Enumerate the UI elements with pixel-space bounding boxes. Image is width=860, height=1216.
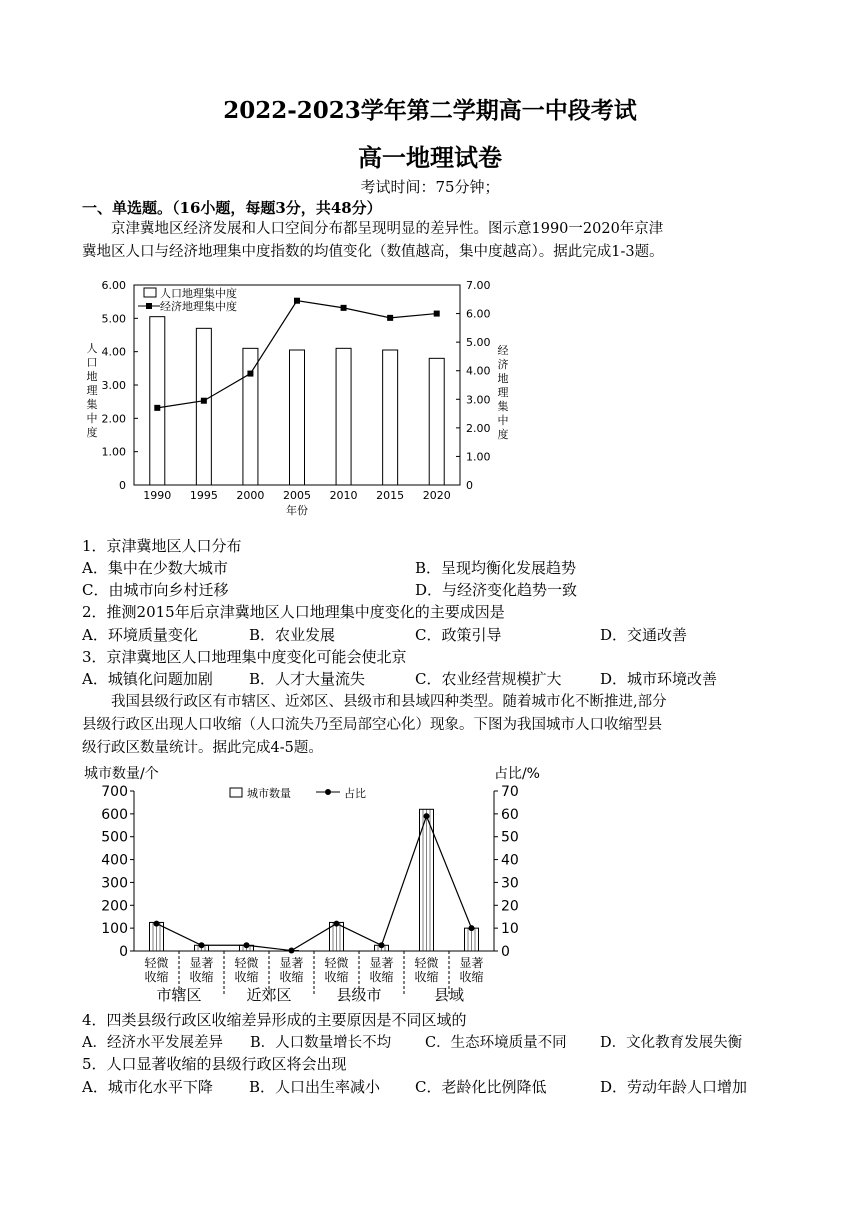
bar	[150, 317, 165, 485]
line-point	[294, 298, 300, 304]
question-stem: 5．人口显著收缩的县级行政区将会出现	[82, 1055, 347, 1073]
y-tick-label: 300	[101, 875, 128, 892]
line-point	[424, 813, 430, 819]
line-point	[201, 398, 207, 404]
option-a: A．集中在少数大城市	[82, 559, 228, 577]
intro-4-5-line: 县级行政区出现人口收缩（人口流失乃至局部空心化）现象。下图为我国城市人口收缩型县	[82, 717, 662, 733]
intro-4-5	[82, 691, 782, 760]
line-point	[199, 942, 205, 948]
line-point	[247, 371, 253, 377]
legend-label: 占比	[344, 787, 366, 800]
x-tick-label: 2000	[236, 489, 265, 502]
x-tick-label: 收缩	[144, 970, 169, 984]
y-tick-label: 700	[101, 784, 128, 800]
legend-marker	[325, 789, 331, 795]
option-b: B．人口出生率减小	[249, 1078, 381, 1096]
y-tick-label: 100	[101, 921, 128, 938]
group-label: 县域	[433, 986, 465, 1004]
intro-1-3-line: 冀地区人口与经济地理集中度指数的均值变化（数值越高，集中度越高）。据此完成1-3题。	[82, 244, 664, 260]
x-tick-label: 收缩	[189, 970, 214, 984]
question-stem: 2．推测2015年后京津冀地区人口地理集中度变化的主要成因是	[82, 603, 505, 621]
line-point	[387, 315, 393, 321]
y2-axis-label: 度	[497, 428, 509, 441]
legend-label: 经济地理集中度	[160, 300, 237, 313]
y-axis-label: 度	[86, 426, 98, 439]
x-tick-label: 1995	[189, 489, 218, 502]
option-c: C．由城市向乡村迁移	[82, 581, 229, 599]
question-stem: 4．四类县级行政区收缩差异形成的主要原因是不同区域的	[82, 1011, 467, 1029]
y2-tick-label: 6.00	[466, 307, 491, 321]
y-tick-label: 0	[119, 944, 128, 960]
y2-axis-label: 集	[497, 400, 509, 413]
y-axis-label: 中	[86, 412, 98, 425]
legend-swatch-bar	[144, 288, 156, 297]
y2-tick-label: 60	[501, 806, 519, 823]
line-point	[289, 948, 295, 954]
legend-label: 城市数量	[247, 787, 291, 800]
question-5-options	[82, 1076, 782, 1098]
intro-4-5-line: 我国县级行政区有市辖区、近郊区、县级市和县域四种类型。随着城市化不断推进,部分	[111, 694, 667, 710]
option-a: A．环境质量变化	[82, 626, 198, 644]
y2-tick-label: 0	[466, 479, 473, 492]
line-point	[469, 925, 475, 931]
y2-axis-label: 理	[497, 386, 509, 399]
bar	[243, 348, 258, 485]
x-tick-label: 显著	[189, 956, 214, 970]
intro-4-5-line: 级行政区数量统计。据此完成4-5题。	[82, 740, 323, 756]
line-point	[334, 921, 340, 927]
y2-tick-label: 7.00	[466, 279, 491, 292]
x-tick-label: 显著	[369, 956, 394, 970]
y2-tick-label: 2.00	[466, 421, 491, 435]
question-2	[82, 601, 505, 622]
x-tick-label: 轻微	[234, 956, 259, 970]
y2-axis-label: 地	[497, 372, 509, 385]
option-a: A．城镇化问题加剧	[82, 670, 213, 688]
y-tick-label: 400	[101, 852, 128, 869]
y2-tick-label: 1.00	[466, 450, 491, 464]
line-point	[154, 405, 160, 411]
bar	[196, 328, 211, 485]
x-tick-label: 显著	[279, 956, 304, 970]
option-c: C．生态环境质量不同	[425, 1035, 567, 1051]
y-tick-label: 5.00	[101, 312, 126, 326]
line-point	[244, 942, 250, 948]
y-axis-label: 城市数量/个	[84, 766, 159, 782]
option-a: A．经济水平发展差异	[82, 1035, 223, 1051]
y2-tick-label: 50	[501, 829, 519, 846]
y-tick-label: 200	[101, 898, 128, 915]
x-tick-label: 收缩	[279, 970, 304, 984]
y2-tick-label: 30	[501, 875, 519, 892]
x-tick-label: 轻微	[414, 956, 439, 970]
option-b: B．人才大量流失	[249, 670, 366, 688]
y-tick-label: 0	[119, 479, 126, 492]
legend-marker	[146, 303, 152, 309]
y2-axis-label: 占比/%	[493, 766, 540, 782]
y-tick-label: 3.00	[101, 379, 126, 392]
question-3-options	[82, 668, 782, 690]
y-axis-label: 人	[86, 342, 98, 355]
question-5	[82, 1053, 347, 1074]
chart-concentration	[82, 272, 509, 522]
group-label: 近郊区	[246, 986, 292, 1004]
x-tick-label: 收缩	[324, 970, 349, 984]
line-point	[379, 942, 385, 948]
line-point	[154, 921, 160, 927]
x-tick-label: 轻微	[144, 956, 169, 970]
x-tick-label: 收缩	[369, 970, 394, 984]
y-axis-label: 理	[86, 384, 98, 397]
y-tick-label: 1.00	[101, 445, 126, 459]
question-stem: 3．京津冀地区人口地理集中度变化可能会使北京	[82, 648, 407, 666]
option-b: B．呈现均衡化发展趋势	[415, 559, 577, 577]
y2-tick-label: 70	[501, 784, 519, 800]
y2-axis-label: 济	[497, 358, 509, 371]
bar	[290, 350, 305, 485]
bar	[383, 350, 398, 485]
question-1-options	[82, 557, 782, 601]
option-d: D．文化教育发展失衡	[600, 1035, 743, 1051]
question-4	[82, 1009, 467, 1030]
exam-title: 2022-2023学年第二学期高一中段考试	[223, 97, 637, 124]
y2-tick-label: 20	[501, 898, 519, 915]
question-4-options	[82, 1031, 782, 1053]
option-d: D．劳动年龄人口增加	[600, 1078, 748, 1096]
y2-tick-label: 4.00	[466, 364, 491, 378]
y-axis-label: 口	[86, 356, 98, 369]
question-1	[82, 535, 242, 556]
x-tick-label: 2015	[376, 489, 405, 502]
option-d: D．城市环境改善	[600, 670, 718, 688]
option-c: C．农业经营规模扩大	[415, 670, 562, 688]
chart-shrinkage	[82, 760, 542, 1008]
x-tick-label: 显著	[459, 956, 484, 970]
exam-subtitle: 高一地理试卷	[358, 143, 502, 172]
x-tick-label: 2005	[283, 489, 311, 502]
option-d: D．与经济变化趋势一致	[415, 581, 578, 599]
x-tick-label: 2010	[329, 489, 358, 502]
question-3	[82, 646, 407, 667]
group-label: 县级市	[336, 986, 382, 1004]
bar	[429, 358, 444, 485]
y-tick-label: 500	[101, 829, 128, 846]
y2-tick-label: 3.00	[466, 393, 491, 407]
x-tick-label: 2020	[422, 489, 451, 502]
exam-time: 考试时间：75分钟；	[360, 178, 500, 196]
y2-tick-label: 0	[501, 944, 510, 960]
y2-tick-label: 5.00	[466, 336, 491, 350]
legend-label: 人口地理集中度	[160, 287, 237, 300]
y-tick-label: 600	[101, 806, 128, 823]
line-point	[434, 311, 440, 317]
intro-1-3-line: 京津冀地区经济发展和人口空间分布都呈现明显的差异性。图示意1990一2020年京津	[111, 221, 664, 237]
legend-swatch-bar	[230, 788, 242, 797]
question-stem: 1．京津冀地区人口分布	[82, 537, 242, 555]
y-axis-label: 地	[86, 370, 98, 383]
option-b: B．人口数量增长不均	[250, 1035, 392, 1051]
question-2-options	[82, 624, 782, 646]
intro-1-3	[82, 218, 782, 264]
x-tick-label: 收缩	[414, 970, 439, 984]
bar	[336, 348, 351, 485]
y-axis-label: 集	[86, 398, 98, 411]
option-a: A．城市化水平下降	[82, 1078, 213, 1096]
x-tick-label: 轻微	[324, 956, 349, 970]
option-b: B．农业发展	[249, 626, 336, 644]
x-axis-label: 年份	[286, 504, 308, 517]
option-c: C．政策引导	[415, 626, 502, 644]
option-c: C．老龄化比例降低	[415, 1078, 547, 1096]
option-d: D．交通改善	[600, 626, 688, 644]
y-tick-label: 6.00	[101, 279, 126, 292]
section-heading: 一、单选题。（16小题，每题3分，共48分）	[82, 199, 382, 217]
y-tick-label: 4.00	[101, 345, 126, 359]
y2-tick-label: 10	[501, 921, 519, 938]
x-tick-label: 1990	[143, 489, 172, 502]
y-tick-label: 2.00	[101, 412, 126, 426]
y2-axis-label: 中	[497, 414, 509, 427]
y2-axis-label: 经	[497, 344, 509, 357]
x-tick-label: 收缩	[234, 970, 259, 984]
group-label: 市辖区	[156, 986, 202, 1004]
line-point	[341, 305, 347, 311]
y2-tick-label: 40	[501, 852, 519, 869]
x-tick-label: 收缩	[459, 970, 484, 984]
